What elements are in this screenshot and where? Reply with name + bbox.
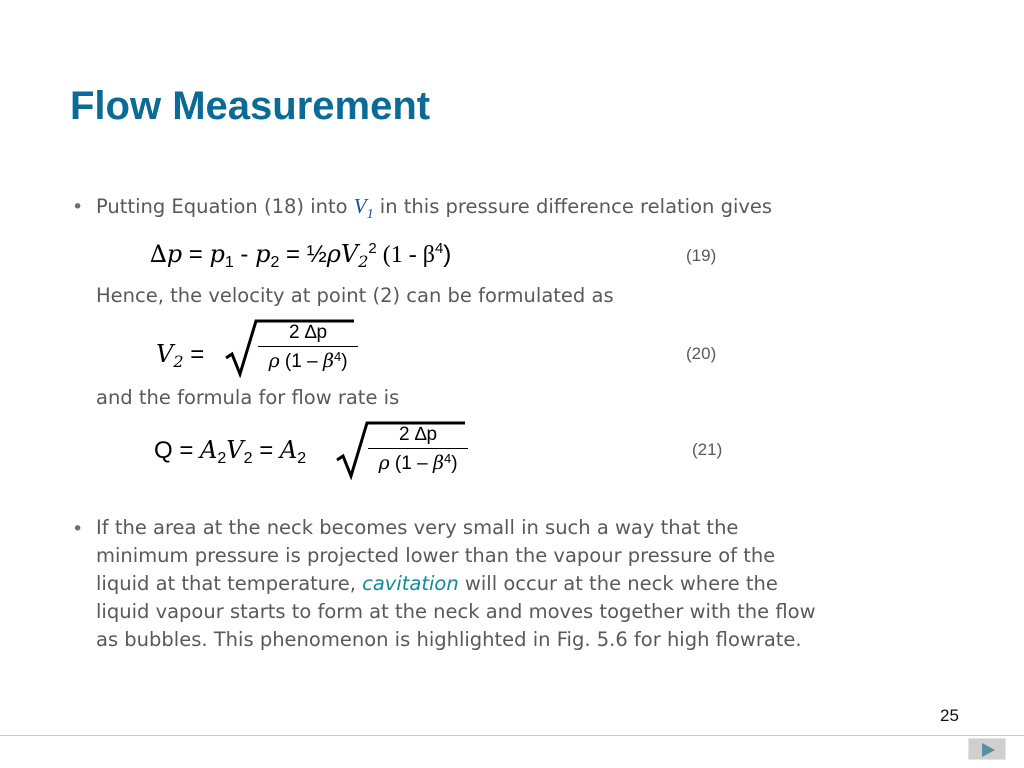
bullet2-line: as bubbles. This phenomenon is highlighted in Fig. 5.6 for high flowrate. — [96, 628, 802, 651]
bullet2-text — [96, 514, 816, 654]
page-number: 25 — [940, 706, 959, 725]
equation-21-lhs: $Q = A_2V_2 = A_2$ — [154, 436, 307, 467]
equation-19-number: (19) — [686, 246, 717, 265]
bullet1-lead: Putting Equation (18) into — [96, 195, 354, 218]
equation-20-fraction — [258, 322, 358, 373]
hence-line: Hence, the velocity at point (2) can be formulated as — [96, 284, 614, 307]
bullet2-line: minimum pressure is projected lower than the vapour pressure of the — [96, 544, 776, 567]
cavitation-term: cavitation — [362, 572, 459, 595]
bullet1-tail: in this pressure difference relation gives — [373, 195, 773, 218]
equation-20-number: (20) — [686, 344, 717, 363]
equation-21-fraction — [368, 424, 468, 475]
equation-20-lhs: $V_2$ = — [156, 340, 205, 371]
bullet2-line: liquid vapour starts to form at the neck and moves together with the flow — [96, 600, 816, 623]
footer-divider — [0, 735, 1024, 736]
equation-21-numerator: 2 ∆p — [368, 424, 468, 449]
bullet-icon: • — [72, 196, 84, 218]
equation-20-denominator: ρ $(1 - \beta^4)$ — [268, 349, 348, 372]
bullet2-line: If the area at the neck becomes very small in such a way that the — [96, 516, 739, 539]
next-slide-icon — [982, 743, 995, 757]
bullet1-text — [96, 192, 772, 229]
flowrate-line: and the formula for flow rate is — [96, 386, 400, 409]
next-slide-button[interactable] — [968, 738, 1006, 760]
bullet2-line: liquid at that temperature, cavitation will occur at the neck where the — [96, 572, 778, 595]
slide-title: Flow Measurement — [70, 84, 431, 128]
equation-21-number: (21) — [692, 440, 723, 459]
equation-19: $\Delta p = p_1 - p_2$ = $\frac{1}{2}\rho V_2^2$ $(1 - \beta^4)$ — [150, 240, 452, 271]
equation-21-denominator: ρ $(1 - \beta^4)$ — [378, 451, 458, 474]
equation-20-numerator: 2 ∆p — [258, 322, 358, 347]
bullet1-variable: $V_1$ — [353, 194, 374, 222]
bullet-icon: • — [72, 518, 84, 540]
